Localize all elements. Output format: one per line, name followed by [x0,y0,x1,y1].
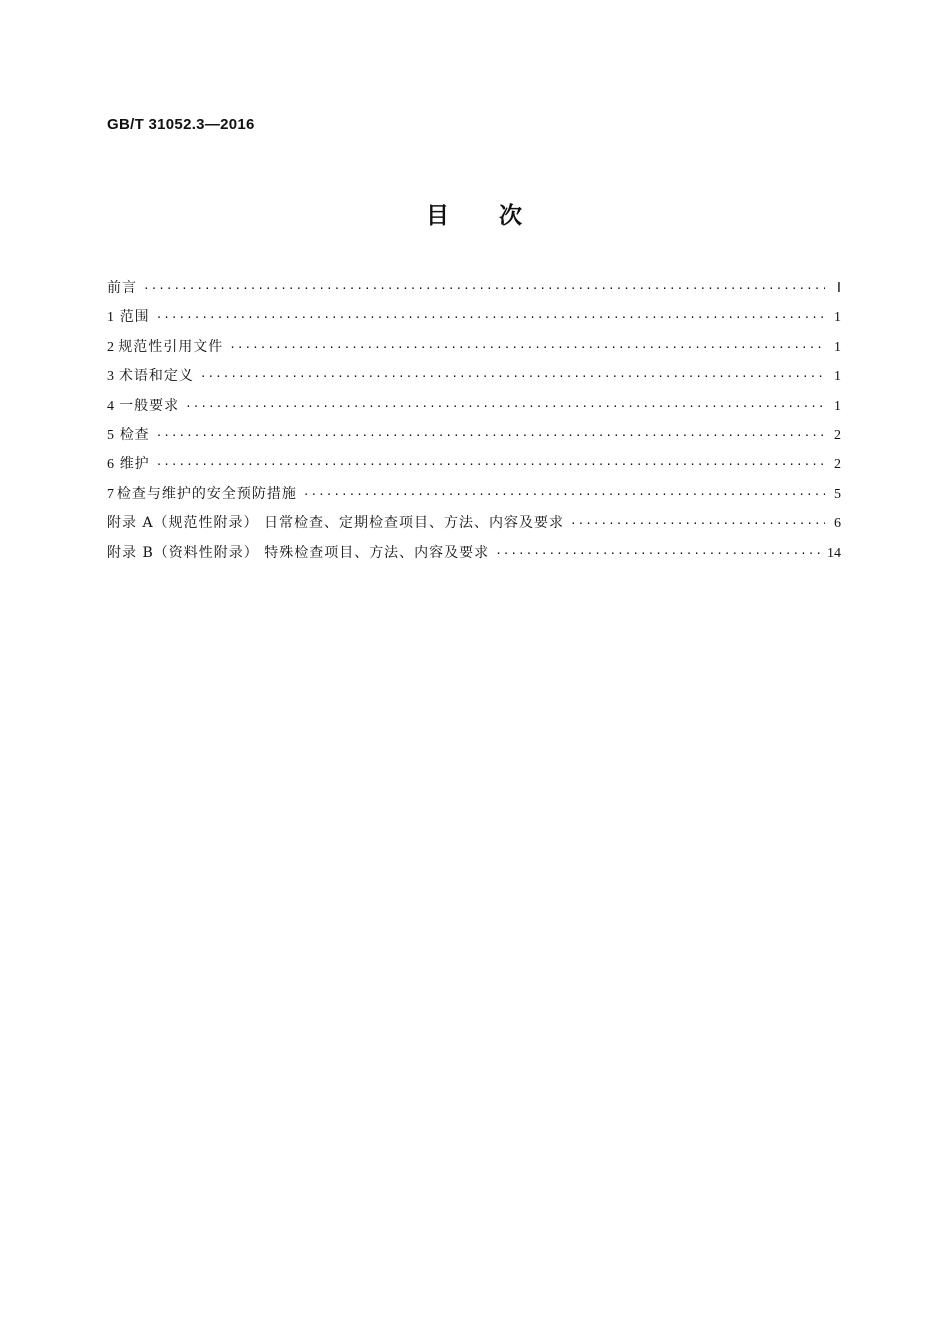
toc-entry-label: 规范性引用文件 [118,338,224,355]
toc-entry-label: 检查 [119,426,150,443]
toc-leader-dots [156,450,825,479]
toc-entry-page: 1 [834,369,841,385]
toc-leader-dots [156,303,825,332]
toc-entry-number: 1 [107,310,114,326]
toc-entry-label: 一般要求 [119,397,180,414]
toc-entry-annex-b[interactable] [107,539,841,568]
toc-entry-number: 6 [107,457,114,473]
toc-entry-page: 6 [834,516,841,532]
toc-entry-inspection[interactable] [107,421,841,450]
toc-entry-number: 4 [107,398,114,414]
toc-entry-label: 前言 [107,280,137,296]
toc-entry-page: 1 [834,398,841,414]
toc-entry-page: 2 [834,427,841,443]
page-title [0,197,950,230]
toc-entry-label: 术语和定义 [118,368,194,385]
toc-leader-dots [570,509,825,538]
toc-entry-annex-a[interactable] [107,509,841,538]
toc-entry-safety-precautions[interactable] [107,480,841,509]
toc-entry-page: 1 [834,310,841,326]
toc-entry-foreword[interactable] [107,274,841,303]
toc-leader-dots [143,274,825,303]
toc-entry-label: 附录 A（规范性附录） 日常检查、定期检查项目、方法、内容及要求 [107,515,565,532]
toc-entry-page: 5 [834,486,841,502]
toc-entry-general-requirements[interactable] [107,392,841,421]
toc-entry-label: 范围 [119,309,150,326]
toc-entry-page: Ⅰ [836,281,841,296]
toc-leader-dots [200,362,825,391]
toc-entry-page: 14 [827,545,841,561]
toc-entry-label: 检查与维护的安全预防措施 [116,485,297,502]
toc-entry-maintenance[interactable] [107,450,841,479]
table-of-contents [107,274,841,568]
toc-leader-dots [156,421,825,450]
toc-entry-number: 7 [107,486,114,502]
toc-entry-number: 3 [107,369,114,385]
toc-entry-scope[interactable] [107,303,841,332]
toc-leader-dots [495,539,821,568]
toc-entry-terms-definitions[interactable] [107,362,841,391]
toc-entry-normative-references[interactable] [107,333,841,362]
title-char-2: 次 [499,203,524,229]
toc-leader-dots [229,333,825,362]
toc-entry-page: 1 [834,339,841,355]
title-char-1: 目 [426,203,451,229]
toc-leader-dots [185,392,825,421]
toc-leader-dots [303,480,825,509]
toc-entry-label: 附录 B（资料性附录） 特殊检查项目、方法、内容及要求 [107,544,490,561]
toc-entry-label: 维护 [119,456,150,473]
toc-entry-page: 2 [834,457,841,473]
toc-entry-number: 5 [107,427,114,443]
standard-number: GB/T 31052.3—2016 [107,116,255,133]
toc-entry-number: 2 [107,339,114,355]
